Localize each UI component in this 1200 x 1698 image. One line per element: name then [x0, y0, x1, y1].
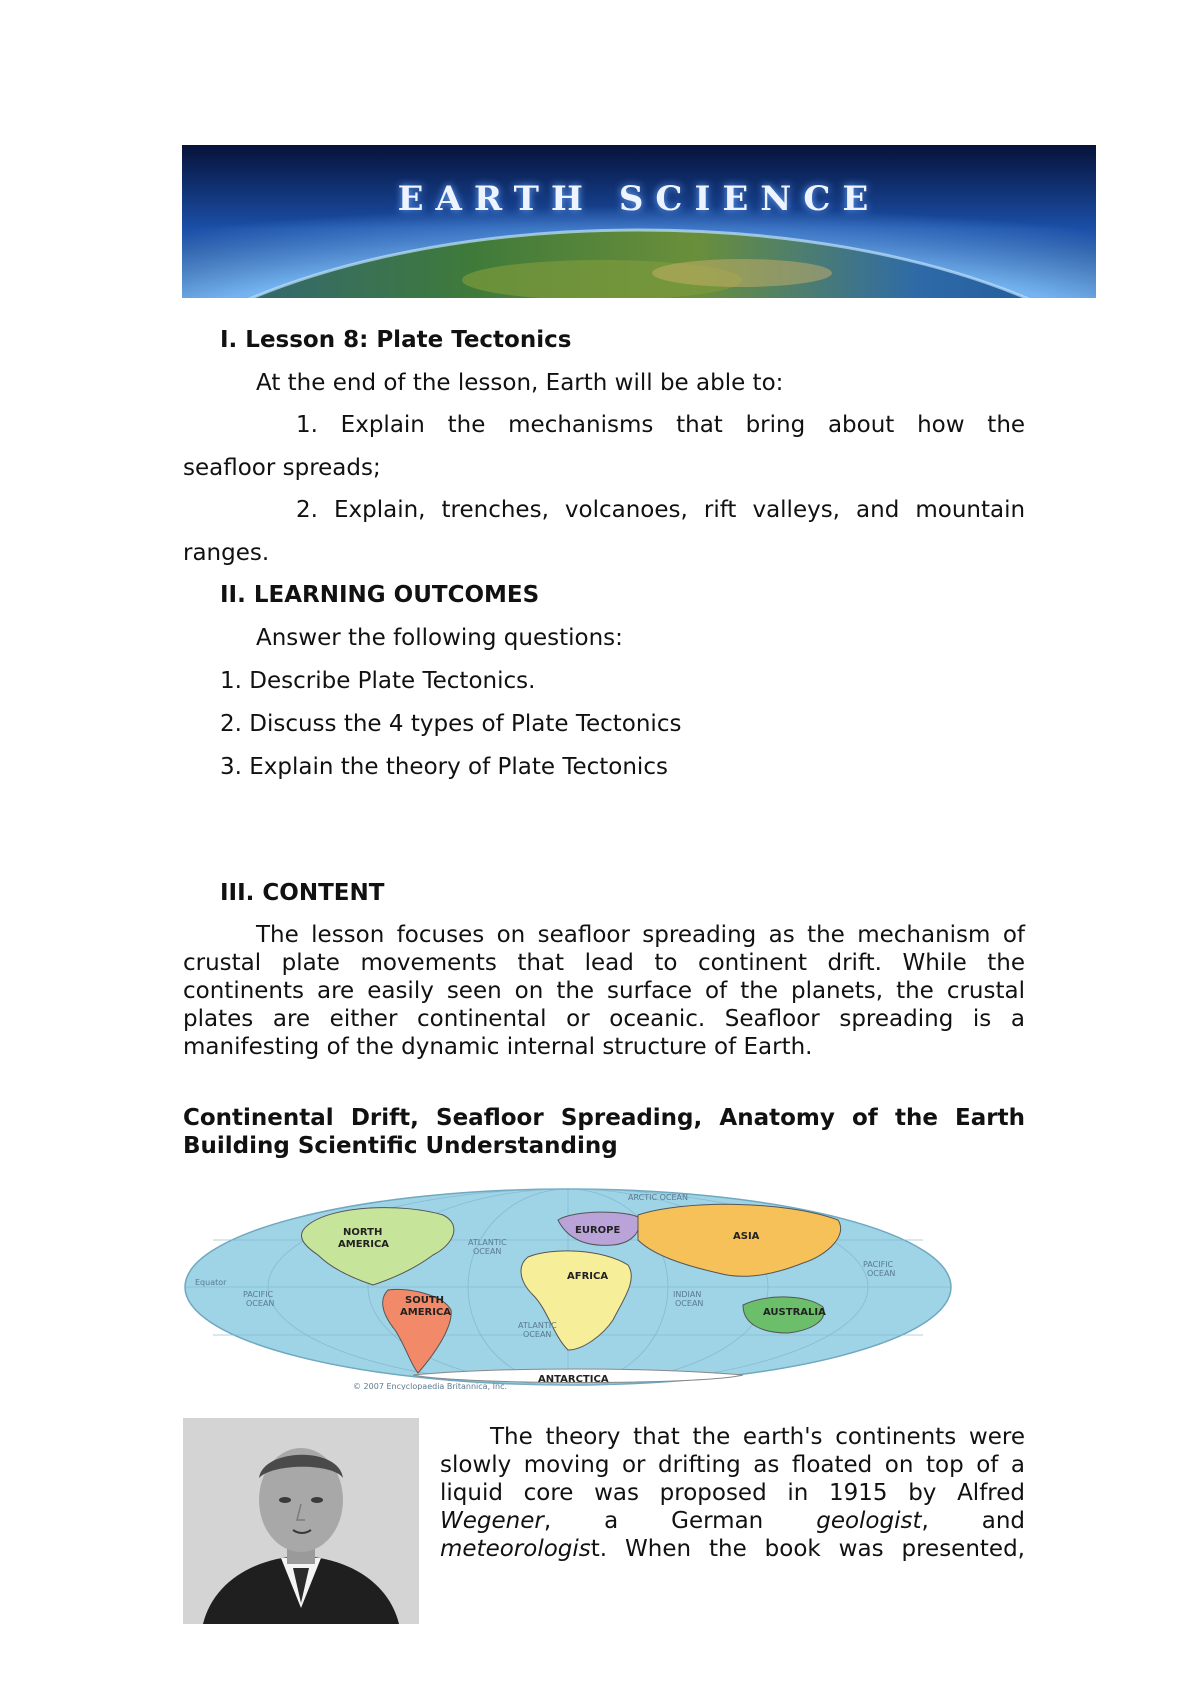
earth-science-banner — [182, 145, 1096, 298]
objective-2-line-2: ranges. — [183, 540, 270, 566]
label-atlantic-south: ATLANTIC — [518, 1321, 557, 1330]
learning-outcomes-heading: II. LEARNING OUTCOMES — [220, 582, 540, 608]
label-asia: ASIA — [733, 1231, 760, 1242]
content-paragraph — [183, 921, 1025, 1061]
lesson-intro: At the end of the lesson, Earth will be able to: — [256, 370, 784, 396]
label-equator: Equator — [195, 1278, 227, 1287]
objective-1-line-2: seafloor spreads; — [183, 455, 381, 481]
label-north-america-2: AMERICA — [338, 1239, 390, 1250]
wegener-line-3: liquid core was proposed in 1915 by Alfred — [440, 1480, 1025, 1506]
content-line-4: plates are either continental or oceanic. Seafloor spreading is a — [183, 1006, 1025, 1032]
drift-subheading — [183, 1104, 1025, 1160]
wegener-line-2: slowly moving or drifting as floated on top of a — [440, 1452, 1025, 1478]
question-1: 1. Describe Plate Tectonics. — [220, 668, 536, 694]
banner-title: EARTH SCIENCE — [397, 179, 881, 219]
wegener-line-1: The theory that the earth's continents were — [490, 1424, 1025, 1450]
label-north-america: NORTH — [343, 1227, 383, 1238]
label-africa: AFRICA — [567, 1271, 609, 1282]
banner-earth-image — [182, 145, 1096, 298]
wegener-line-5: meteorologist. When the book was presented, — [440, 1536, 1025, 1562]
map-copyright: © 2007 Encyclopaedia Britannica, Inc. — [353, 1382, 508, 1390]
label-pacific-east-2: OCEAN — [867, 1269, 896, 1278]
label-pacific-east: PACIFIC — [863, 1260, 894, 1269]
world-map — [183, 1185, 953, 1390]
label-indian-ocean-2: OCEAN — [675, 1299, 704, 1308]
content-heading: III. CONTENT — [220, 880, 385, 906]
objective-2-line-1: 2. Explain, trenches, volcanoes, rift valleys, and mountain — [296, 497, 1026, 523]
question-2: 2. Discuss the 4 types of Plate Tectonics — [220, 711, 682, 737]
content-line-1: The lesson focuses on seafloor spreading as the mechanism of — [256, 922, 1025, 948]
subheading-line-2: Building Scientific Understanding — [183, 1133, 618, 1159]
label-south-america-2: AMERICA — [400, 1307, 452, 1318]
label-atlantic-south-2: OCEAN — [523, 1330, 552, 1339]
outcomes-intro: Answer the following questions: — [256, 625, 623, 651]
objective-1-line-1: 1. Explain the mechanisms that bring about how the — [296, 412, 1026, 438]
label-antarctica: ANTARCTICA — [538, 1374, 609, 1385]
subheading-line-1: Continental Drift, Seafloor Spreading, Anatomy of the Earth — [183, 1105, 1025, 1131]
label-europe: EUROPE — [575, 1225, 621, 1236]
label-atlantic-north-2: OCEAN — [473, 1247, 502, 1256]
content-line-3: continents are easily seen on the surface of the planets, the crustal — [183, 978, 1025, 1004]
label-atlantic-north: ATLANTIC — [468, 1238, 507, 1247]
label-australia: AUSTRALIA — [763, 1307, 826, 1318]
label-south-america: SOUTH — [405, 1295, 445, 1306]
content-line-2: crustal plate movements that lead to continent drift. While the — [183, 950, 1025, 976]
label-indian-ocean: INDIAN — [673, 1290, 702, 1299]
label-arctic-ocean: ARCTIC OCEAN — [628, 1193, 688, 1202]
wegener-line-4: Wegener, a German geologist, and — [440, 1508, 1026, 1534]
label-pacific-west: PACIFIC — [243, 1290, 274, 1299]
content-line-5: manifesting of the dynamic internal structure of Earth. — [183, 1034, 813, 1060]
lesson-heading: I. Lesson 8: Plate Tectonics — [220, 327, 572, 353]
wegener-paragraph — [440, 1423, 1025, 1563]
label-pacific-west-2: OCEAN — [246, 1299, 275, 1308]
wegener-portrait — [183, 1418, 419, 1624]
question-3: 3. Explain the theory of Plate Tectonics — [220, 754, 668, 780]
